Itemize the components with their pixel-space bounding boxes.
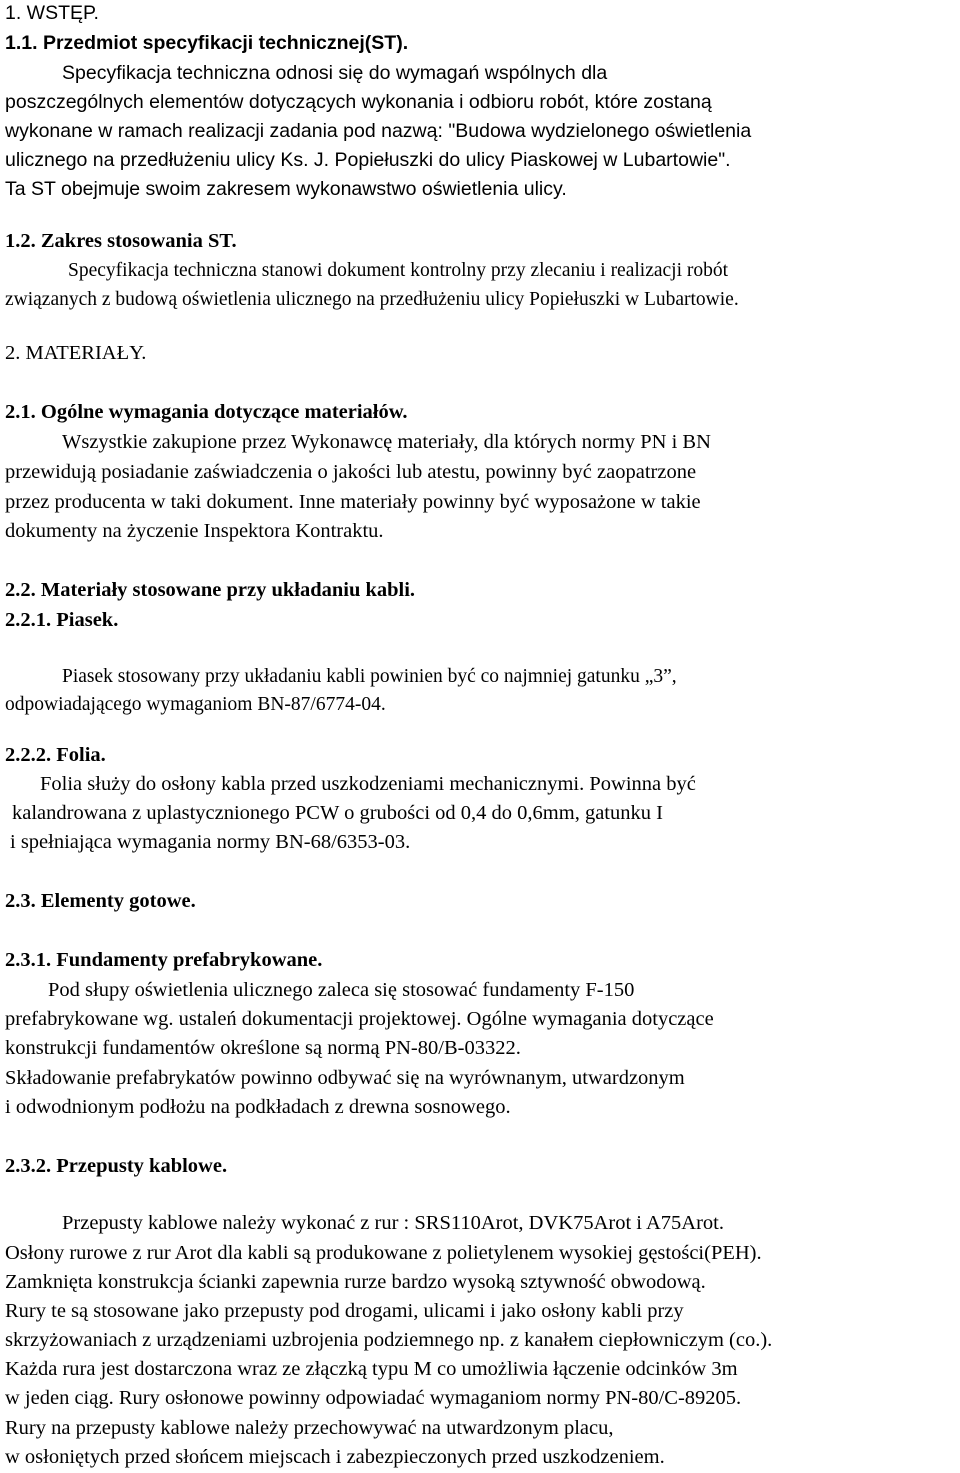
paragraph-line: Pod słupy oświetlenia ulicznego zaleca się stosować fundamenty F-150	[48, 979, 635, 1001]
heading-section-1: 1. WSTĘP.	[5, 2, 99, 24]
paragraph-line: kalandrowana z uplastycznionego PCW o grubości od 0,4 do 0,6mm, gatunku I	[12, 802, 663, 824]
heading-2-2-2: 2.2.2. Folia.	[5, 744, 106, 766]
paragraph-line: Rury na przepusty kablowe należy przechowywać na utwardzonym placu,	[5, 1417, 614, 1439]
heading-1-2: 1.2. Zakres stosowania ST.	[5, 230, 237, 252]
paragraph-line: konstrukcji fundamentów określone są normą PN-80/B-03322.	[5, 1037, 521, 1059]
paragraph-line: Folia służy do osłony kabla przed uszkodzeniami mechanicznymi. Powinna być	[40, 773, 696, 795]
paragraph-line: związanych z budową oświetlenia ulicznego na przedłużeniu ulicy Popiełuszki w Lubartowie.	[5, 289, 739, 310]
heading-section-2: 2. MATERIAŁY.	[5, 342, 147, 364]
paragraph-line: przez producenta w taki dokument. Inne materiały powinny być wyposażone w takie	[5, 491, 701, 513]
paragraph-line: w jeden ciąg. Rury osłonowe powinny odpowiadać wymaganiom normy PN-80/C-89205.	[5, 1387, 742, 1409]
paragraph-line: Zamknięta konstrukcja ścianki zapewnia rurze bardzo wysoką sztywność obwodową.	[5, 1271, 706, 1293]
paragraph-line: Rury te są stosowane jako przepusty pod drogami, ulicami i jako osłony kabli przy	[5, 1300, 684, 1322]
heading-2-3-1: 2.3.1. Fundamenty prefabrykowane.	[5, 949, 323, 971]
heading-2-2: 2.2. Materiały stosowane przy układaniu kabli.	[5, 579, 416, 601]
paragraph-line: ulicznego na przedłużeniu ulicy Ks. J. Popiełuszki do ulicy Piaskowej w Lubartowie".	[5, 149, 731, 171]
paragraph-line: Każda rura jest dostarczona wraz ze złączką typu M co umożliwia łączenie odcinków 3m	[5, 1358, 738, 1380]
heading-1-1: 1.1. Przedmiot specyfikacji technicznej(ST).	[5, 32, 409, 54]
paragraph-line: Przepusty kablowe należy wykonać z rur : SRS110Arot, DVK75Arot i A75Arot.	[62, 1212, 724, 1234]
paragraph-line: skrzyżowaniach z urządzeniami uzbrojenia podziemnego np. z kanałem ciepłowniczym (co.).	[5, 1329, 773, 1351]
paragraph-line: Piasek stosowany przy układaniu kabli powinien być co najmniej gatunku „3”,	[62, 666, 677, 687]
paragraph-line: w osłoniętych przed słońcem miejscach i zabezpieczonych przed uszkodzeniem.	[5, 1446, 665, 1468]
paragraph-line: Wszystkie zakupione przez Wykonawcę materiały, dla których normy PN i BN	[62, 431, 711, 453]
heading-2-2-1: 2.2.1. Piasek.	[5, 609, 119, 631]
paragraph-line: Składowanie prefabrykatów powinno odbywać się na wyrównanym, utwardzonym	[5, 1067, 685, 1089]
paragraph-line: Specyfikacja techniczna stanowi dokument kontrolny przy zlecaniu i realizacji robót	[68, 260, 729, 281]
heading-2-3: 2.3. Elementy gotowe.	[5, 890, 196, 912]
heading-2-1: 2.1. Ogólne wymagania dotyczące materiałów.	[5, 401, 408, 423]
paragraph-line: przewidują posiadanie zaświadczenia o jakości lub atestu, powinny być zaopatrzone	[5, 461, 697, 483]
paragraph-line: Specyfikacja techniczna odnosi się do wymagań wspólnych dla	[62, 62, 608, 84]
paragraph-line: poszczególnych elementów dotyczących wykonania i odbioru robót, które zostaną	[5, 91, 712, 113]
paragraph-line: prefabrykowane wg. ustaleń dokumentacji projektowej. Ogólne wymagania dotyczące	[5, 1008, 714, 1030]
paragraph-line: i odwodnionym podłożu na podkładach z drewna sosnowego.	[5, 1096, 511, 1118]
paragraph-line: wykonane w ramach realizacji zadania pod nazwą: "Budowa wydzielonego oświetlenia	[5, 120, 752, 142]
paragraph-line: odpowiadającego wymaganiom BN-87/6774-04.	[5, 694, 386, 715]
paragraph-line: i spełniająca wymagania normy BN-68/6353-03.	[10, 831, 411, 853]
paragraph-line: Ta ST obejmuje swoim zakresem wykonawstwo oświetlenia ulicy.	[5, 178, 567, 200]
paragraph-line: Osłony rurowe z rur Arot dla kabli są produkowane z polietylenem wysokiej gęstości(PEH).	[5, 1242, 762, 1264]
paragraph-line: dokumenty na życzenie Inspektora Kontraktu.	[5, 520, 384, 542]
heading-2-3-2: 2.3.2. Przepusty kablowe.	[5, 1155, 228, 1177]
